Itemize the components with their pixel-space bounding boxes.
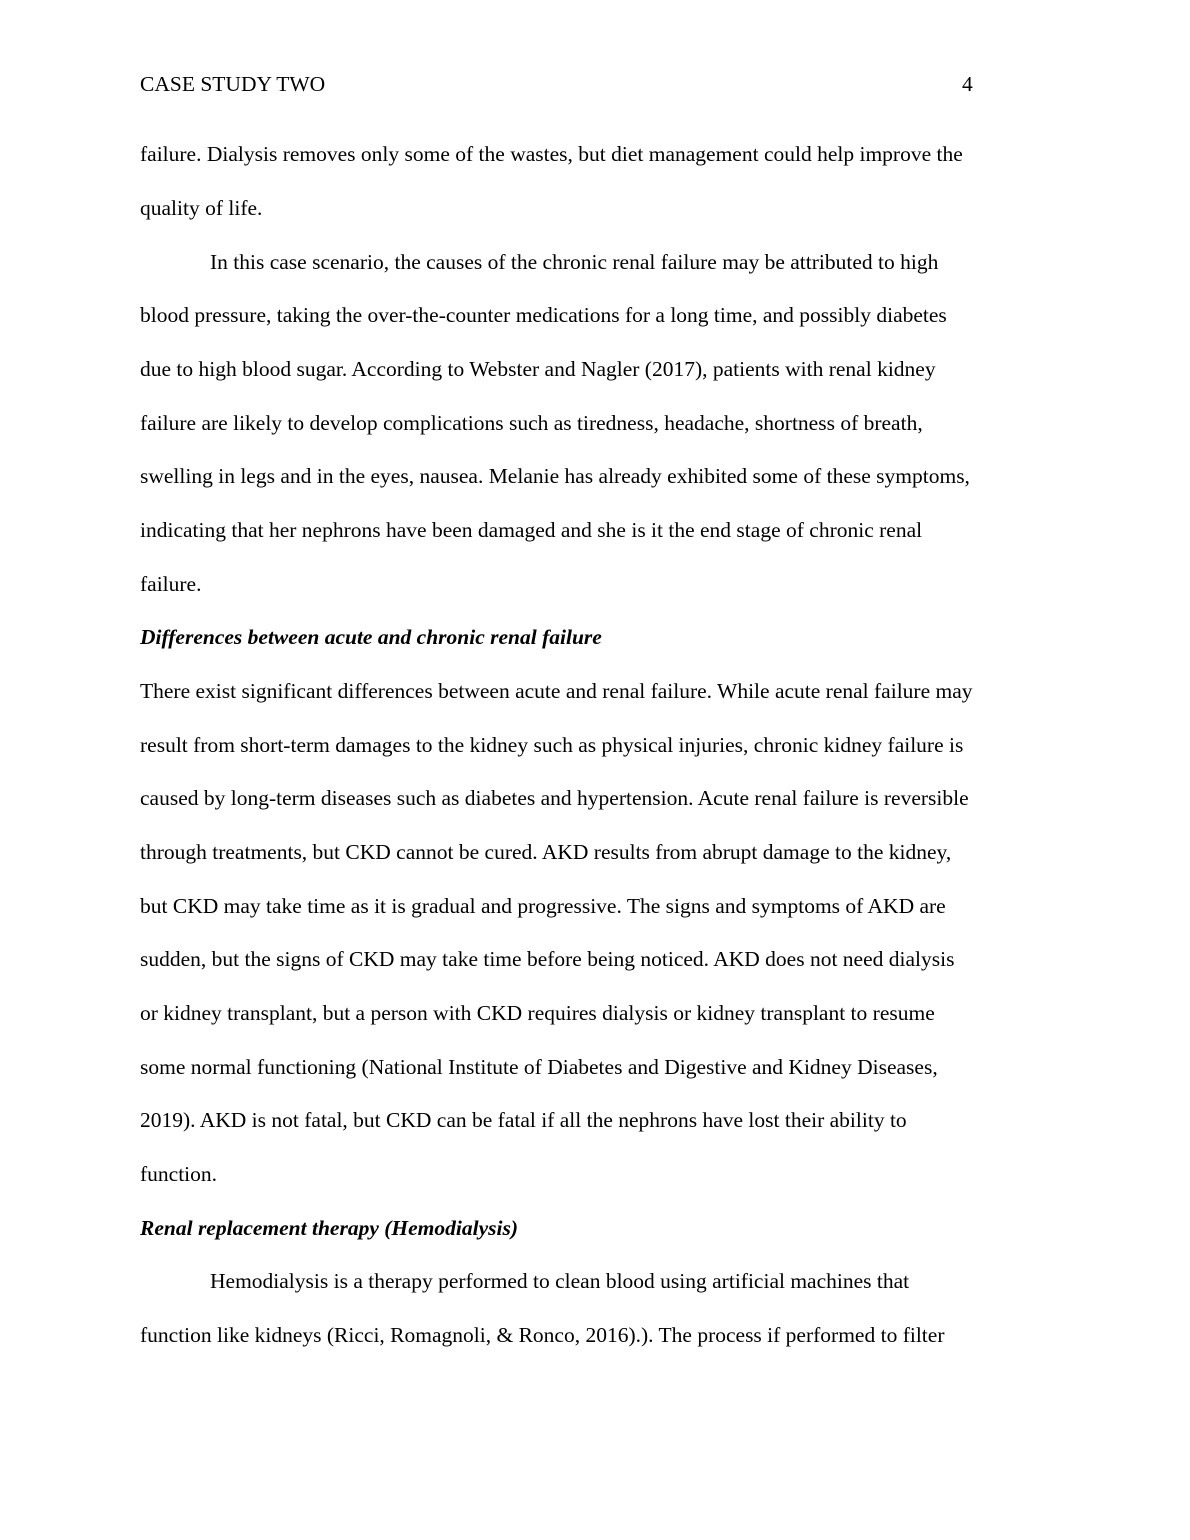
body-line: caused by long-term diseases such as diabetes and hypertension. Acute renal failure is reversible	[140, 786, 969, 810]
section-heading-differences: Differences between acute and chronic renal failure	[140, 625, 602, 649]
body-line: Hemodialysis is a therapy performed to clean blood using artificial machines that	[210, 1269, 910, 1293]
body-line: but CKD may take time as it is gradual and progressive. The signs and symptoms of AKD are	[140, 894, 946, 918]
body-line: function like kidneys (Ricci, Romagnoli, & Ronco, 2016).). The process if performed to filter	[140, 1323, 945, 1347]
body-line: or kidney transplant, but a person with CKD requires dialysis or kidney transplant to resume	[140, 1001, 935, 1025]
body-line: failure are likely to develop complications such as tiredness, headache, shortness of breath,	[140, 411, 923, 435]
body-line: due to high blood sugar. According to Webster and Nagler (2017), patients with renal kidney	[140, 357, 936, 381]
body-line: failure. Dialysis removes only some of the wastes, but diet management could help improve the	[140, 142, 963, 166]
body-line: failure.	[140, 572, 202, 596]
body-line: sudden, but the signs of CKD may take time before being noticed. AKD does not need dialysis	[140, 947, 955, 971]
body-line: through treatments, but CKD cannot be cured. AKD results from abrupt damage to the kidney,	[140, 840, 952, 864]
body-line: some normal functioning (National Institute of Diabetes and Digestive and Kidney Diseases,	[140, 1055, 938, 1079]
body-line: function.	[140, 1162, 218, 1186]
page-number: 4	[962, 72, 973, 96]
body-line: blood pressure, taking the over-the-counter medications for a long time, and possibly diabetes	[140, 303, 947, 327]
body-line: 2019). AKD is not fatal, but CKD can be fatal if all the nephrons have lost their ability to	[140, 1108, 907, 1132]
body-line: quality of life.	[140, 196, 263, 220]
body-line: swelling in legs and in the eyes, nausea. Melanie has already exhibited some of these symptoms,	[140, 464, 970, 488]
body-line: In this case scenario, the causes of the chronic renal failure may be attributed to high	[210, 250, 939, 274]
section-heading-hemodialysis: Renal replacement therapy (Hemodialysis)	[140, 1216, 518, 1240]
body-line: result from short-term damages to the kidney such as physical injuries, chronic kidney failure is	[140, 733, 964, 757]
body-line: There exist significant differences between acute and renal failure. While acute renal failure may	[140, 679, 973, 703]
body-line: indicating that her nephrons have been damaged and she is it the end stage of chronic renal	[140, 518, 923, 542]
running-head: CASE STUDY TWO	[140, 72, 326, 96]
